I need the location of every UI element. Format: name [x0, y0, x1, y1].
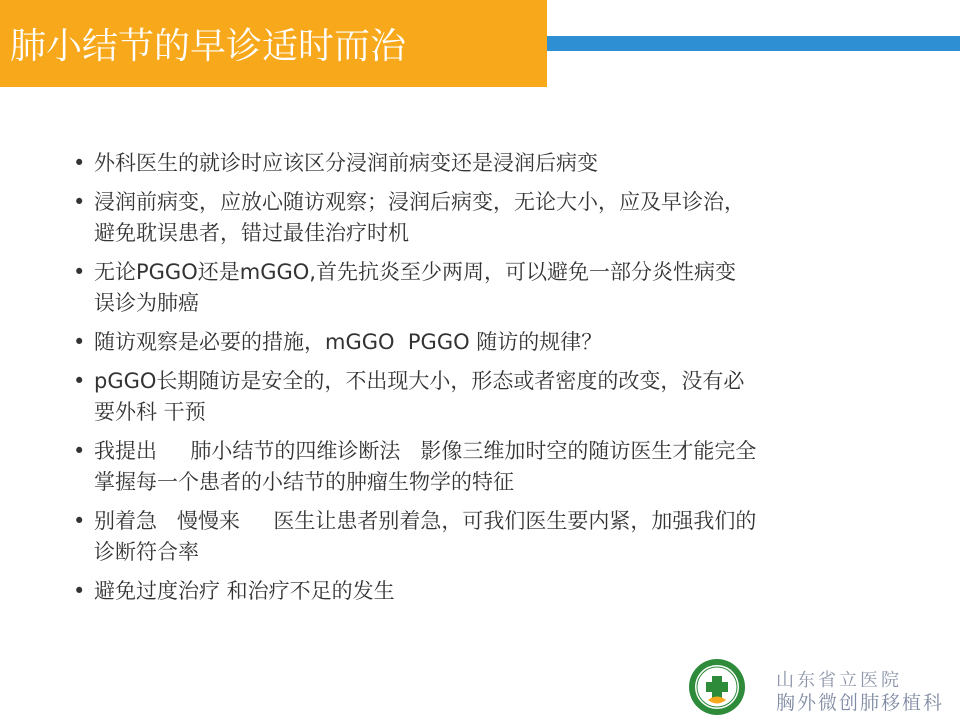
bullet-text: 别着急 慢慢来 医生让患者别着急，可我们医生要内紧，加强我们的 诊断符合率: [94, 509, 757, 564]
bullet-point-icon: •: [73, 190, 86, 214]
bullet-point-icon: •: [73, 260, 86, 284]
hospital-name: 山东省立医院: [776, 670, 902, 691]
bullet-item: [73, 187, 893, 249]
bullet-point-icon: •: [73, 330, 86, 354]
bullet-item: [73, 436, 893, 498]
bullet-text: 外科医生的就诊时应该区分浸润前病变还是浸润后病变: [94, 151, 598, 175]
bullet-point-icon: •: [73, 439, 86, 463]
bullet-text: 我提出 肺小结节的四维诊断法 影像三维加时空的随访医生才能完全 掌握每一个患者的小结节的肿瘤生物学的特征: [94, 439, 757, 494]
bullet-text: pGGO长期随访是安全的，不出现大小，形态或者密度的改变，没有必 要外科 干预: [94, 369, 745, 424]
bullet-point-icon: •: [73, 151, 86, 175]
bullet-item: [73, 257, 893, 319]
hospital-logo-area: [688, 655, 960, 720]
bullet-list: [73, 148, 893, 615]
bullet-text: 随访观察是必要的措施，mGGO PGGO 随访的规律？: [94, 330, 603, 354]
bullet-point-icon: •: [73, 579, 86, 603]
department-name: 胸外微创肺移植科: [776, 692, 945, 714]
hospital-emblem-icon: [688, 658, 746, 716]
title-bar: [0, 0, 547, 87]
bullet-item: [73, 506, 893, 568]
bullet-text: 避免过度治疗 和治疗不足的发生: [94, 579, 395, 603]
bullet-item: [73, 327, 893, 358]
title-accent-line: [547, 36, 960, 51]
page-title: 肺小结节的早诊适时而治: [10, 26, 407, 67]
bullet-text: 无论PGGO还是mGGO,首先抗炎至少两周，可以避免一部分炎性病变 误诊为肺癌: [94, 260, 736, 315]
bullet-item: [73, 148, 893, 179]
bullet-text: 浸润前病变，应放心随访观察；浸润后病变，无论大小，应及早诊治， 避免耽误患者，错过最佳治疗时机: [94, 190, 745, 245]
bullet-item: [73, 576, 893, 607]
bullet-point-icon: •: [73, 509, 86, 533]
bullet-point-icon: •: [73, 369, 86, 393]
bullet-item: [73, 366, 893, 428]
